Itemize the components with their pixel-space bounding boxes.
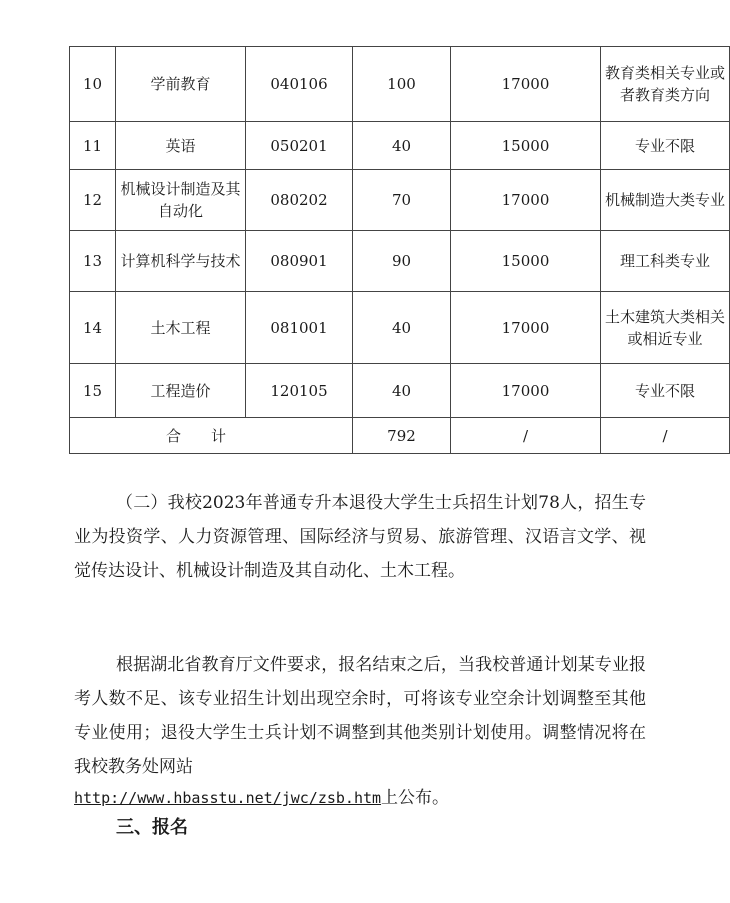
veteran-plan-paragraph: （二）我校2023年普通专升本退役大学生士兵招生计划78人，招生专业为投资学、人力资源管理、国际经济与贸易、旅游管理、汉语言文学、视觉传达设计、机械设计制造及其自动化、土木工程。 bbox=[74, 493, 646, 581]
major-code: 120105 bbox=[246, 364, 353, 418]
total-plan-count: 792 bbox=[353, 418, 451, 454]
major-code: 080901 bbox=[246, 231, 353, 292]
tuition-fee: 17000 bbox=[451, 364, 601, 418]
plan-count: 40 bbox=[353, 292, 451, 364]
section-heading-registration: 三、报名 bbox=[116, 817, 188, 838]
major-code: 050201 bbox=[246, 122, 353, 170]
major-name: 计算机科学与技术 bbox=[116, 231, 246, 292]
row-number: 10 bbox=[70, 47, 116, 122]
adjustment-text: 根据湖北省教育厅文件要求，报名结束之后，当我校普通计划某专业报考人数不足、该专业招生计划出现空余时，可将该专业空余计划调整至其他专业使用；退役大学生士兵计划不调整到其他类别计划使用。调整情况将在我校教务处网站 bbox=[74, 655, 646, 777]
enrollment-plan-table bbox=[69, 46, 730, 454]
academic-affairs-link[interactable]: http://www.hbasstu.net/jwc/zsb.htm bbox=[74, 789, 382, 807]
major-name: 学前教育 bbox=[116, 47, 246, 122]
total-fee: / bbox=[451, 418, 601, 454]
row-number: 15 bbox=[70, 364, 116, 418]
table-row bbox=[70, 364, 730, 418]
row-number: 13 bbox=[70, 231, 116, 292]
major-name: 工程造价 bbox=[116, 364, 246, 418]
plan-count: 40 bbox=[353, 122, 451, 170]
table-row bbox=[70, 122, 730, 170]
table-row bbox=[70, 292, 730, 364]
tuition-fee: 15000 bbox=[451, 231, 601, 292]
plan-count: 40 bbox=[353, 364, 451, 418]
table-row bbox=[70, 47, 730, 122]
major-requirement: 教育类相关专业或者教育类方向 bbox=[601, 47, 730, 122]
tuition-fee: 17000 bbox=[451, 47, 601, 122]
major-code: 081001 bbox=[246, 292, 353, 364]
tuition-fee: 15000 bbox=[451, 122, 601, 170]
major-name: 英语 bbox=[116, 122, 246, 170]
major-requirement: 专业不限 bbox=[601, 122, 730, 170]
major-requirement: 土木建筑大类相关或相近专业 bbox=[601, 292, 730, 364]
major-code: 080202 bbox=[246, 170, 353, 231]
publish-text: 上公布。 bbox=[381, 788, 450, 808]
plan-count: 100 bbox=[353, 47, 451, 122]
major-name: 土木工程 bbox=[116, 292, 246, 364]
major-requirement: 机械制造大类专业 bbox=[601, 170, 730, 231]
plan-count: 90 bbox=[353, 231, 451, 292]
tuition-fee: 17000 bbox=[451, 292, 601, 364]
plan-adjustment-paragraph bbox=[74, 648, 646, 784]
major-requirement: 专业不限 bbox=[601, 364, 730, 418]
total-label: 合计 bbox=[70, 418, 353, 454]
major-name: 机械设计制造及其自动化 bbox=[116, 170, 246, 231]
row-number: 11 bbox=[70, 122, 116, 170]
row-number: 12 bbox=[70, 170, 116, 231]
row-number: 14 bbox=[70, 292, 116, 364]
total-row bbox=[70, 418, 730, 454]
tuition-fee: 17000 bbox=[451, 170, 601, 231]
major-code: 040106 bbox=[246, 47, 353, 122]
table-row bbox=[70, 170, 730, 231]
total-requirement: / bbox=[601, 418, 730, 454]
table-row bbox=[70, 231, 730, 292]
major-requirement: 理工科类专业 bbox=[601, 231, 730, 292]
url-line bbox=[74, 781, 646, 815]
plan-count: 70 bbox=[353, 170, 451, 231]
